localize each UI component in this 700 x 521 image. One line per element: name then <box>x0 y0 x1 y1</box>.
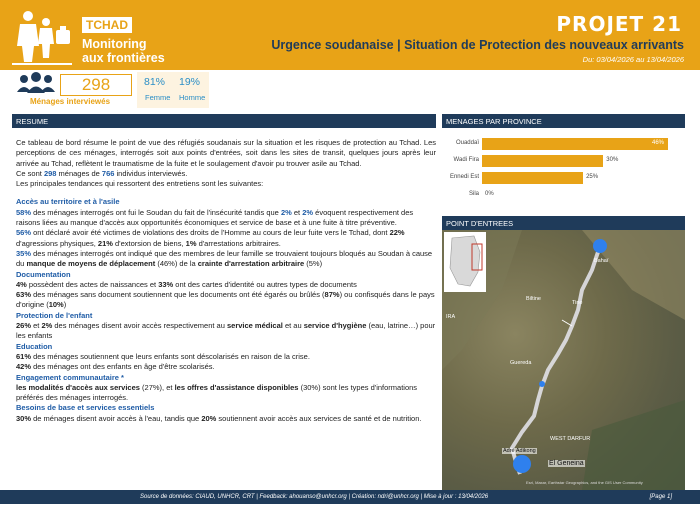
bar-category-label: Sila <box>468 191 479 197</box>
brand-line-1: Monitoring <box>82 37 147 51</box>
map-label-geneina: El Geneina <box>549 460 584 467</box>
kpi-households <box>14 72 206 110</box>
access-item-1: 58% des ménages interrogés ont fui le Soudan du fait de l'insécurité tandis que 2% et 2% évoquent respectivement des raisons liées au manque d'accès aux opportunités économiques et service de base et à une fuite à titre préventive. <box>16 207 414 228</box>
bar-row <box>445 189 687 201</box>
households-count: 298 <box>60 74 132 96</box>
community-item-1: les modalités d'accès aux services (27%), et les offres d'assistance disponibles (30%) sont les types d'informations préférés des ménages interrogés. <box>16 382 418 403</box>
bar <box>482 138 668 150</box>
refugee-family-icon <box>6 6 78 66</box>
male-label: Homme <box>179 93 206 102</box>
entry-points-map[interactable] <box>442 230 685 490</box>
country-tag: TCHAD <box>82 17 132 33</box>
bar-value-label: 46% <box>652 140 665 146</box>
bar-row <box>445 172 687 184</box>
map-label-biltine: Biltine <box>526 296 541 302</box>
footer-page: [Page 1] <box>649 494 672 500</box>
brand-line-2: aux frontières <box>82 51 165 65</box>
page-title: Urgence soudanaise | Situation de Protection des nouveaux arrivants <box>271 38 684 52</box>
section-summary-header: RESUME <box>12 114 436 128</box>
map-label-ira: IRA <box>446 314 456 320</box>
heading-community: Engagement communautaire * <box>16 372 124 382</box>
doc-item-1: 4% possèdent des actes de naissances et 33% ont des cartes d'identité ou autres types de documents <box>16 279 357 289</box>
male-pct: 19% <box>179 76 201 88</box>
access-item-2: 56% ont déclaré avoir été victimes de violations des droits de l'Homme au cours de leur fuite vers le Tchad, dont 22% d'agressions physiques, 21% d'extorsion de biens, 1% d'arrestations arbitraires. <box>16 228 405 248</box>
map-label-adre: Adré Adikong <box>503 448 536 454</box>
heading-documentation: Documentation <box>16 269 71 279</box>
inset-map <box>444 232 486 292</box>
bar <box>482 155 603 167</box>
intro-count: Ce sont 298 ménages de 766 individus interviewés. <box>16 168 188 178</box>
bar-value-label: 25% <box>586 174 599 180</box>
bar-category-label: Ouaddaï <box>455 140 479 146</box>
brand-block <box>82 16 165 65</box>
bar <box>482 172 583 184</box>
map-label-bahai: Bahaï <box>594 258 609 264</box>
map-label-tine: Tine <box>572 300 583 306</box>
entry-point-marker-tine-icon <box>592 238 608 254</box>
edu-item-2: 42% des ménages ont des enfants en âge d'être scolarisés. <box>16 362 215 372</box>
footer <box>0 490 700 504</box>
entry-point-marker-small-icon <box>538 380 546 388</box>
summary-text <box>16 138 436 424</box>
intro-trends: Les principales tendances qui ressortent des entretiens sont les suivantes: <box>16 179 264 189</box>
child-item-1: 26% et 2% des ménages disent avoir accès respectivement au service médical et au service d'hygiène (eau, latrine…) pour les enfants <box>16 321 436 341</box>
section-entry-header: POINT D'ENTREES <box>442 216 685 230</box>
people-group-icon <box>16 72 56 94</box>
bar-row <box>445 138 687 150</box>
map-label-guereda: Guereda <box>510 360 532 366</box>
province-bar-chart <box>445 138 687 210</box>
entry-point-marker-adre-icon <box>512 454 532 474</box>
footer-source: Source de données: CIAUD, UNHCR, CRT | Feedback: ahouanso@unhcr.org | Création: ndri@unhcr.org | Mise à jour : 13/04/2026 <box>140 494 489 500</box>
bar-category-label: Wadi Fira <box>453 157 479 163</box>
bar-value-label: 30% <box>606 157 619 163</box>
section-province-header: MENAGES PAR PROVINCE <box>442 114 685 128</box>
bar-row <box>445 155 687 167</box>
female-pct: 81% <box>144 76 166 88</box>
gender-split <box>137 72 209 108</box>
header-banner <box>0 0 700 70</box>
heading-basic-needs: Besoins de base et services essentiels <box>16 403 155 413</box>
bar-value-label: 0% <box>485 191 494 197</box>
households-label: Ménages interviewés <box>30 97 111 106</box>
female-label: Femme <box>145 93 171 102</box>
edu-item-1: 61% des ménages soutiennent que leurs enfants sont déscolarisés en raison de la crise. <box>16 351 310 361</box>
heading-education: Education <box>16 341 53 351</box>
date-range: Du: 03/04/2026 au 13/04/2026 <box>582 55 684 64</box>
map-label-west-darfur: WEST DARFUR <box>550 436 591 442</box>
doc-item-2: 63% des ménages sans document soutiennent que les documents ont été égarés ou brûlés (87%) ou confisqués dans le pays d'origine (10%) <box>16 290 435 310</box>
project-logo: PROJET 21 <box>556 12 682 36</box>
map-credit: Esri, Maxar, Earthstar Geographics, and the GIS User Community <box>526 480 643 485</box>
intro-paragraph: Ce tableau de bord résume le point de vue des réfugiés soudanais sur la situation et les risques de protection au Tchad. Les perceptions de ces ménages, interrogés soit aux points d'entrées, soit dans les sites de transit, quelques jours après leur arrivée au Tchad, reflètent le traumatisme de la fuite et le soulagement d'avoir pu trouver asile au Tchad. <box>16 138 436 168</box>
heading-access: Accès au territoire et à l'asile <box>16 197 120 207</box>
bar-category-label: Ennedi Est <box>449 174 479 180</box>
heading-child-protection: Protection de l'enfant <box>16 310 93 320</box>
access-item-3: 35% des ménages interrogés ont indiqué que des membres de leur famille se trouvaient toujours bloqués au Soudan à cause du manque de moyens de déplacement (46%) de la crainte d'arrestation arbitraire (5%) <box>16 248 433 269</box>
needs-item-1: 30% de ménages disent avoir accès à l'eau, tandis que 20% soutiennent avoir accès aux services de santé et de nutrition. <box>16 413 422 423</box>
